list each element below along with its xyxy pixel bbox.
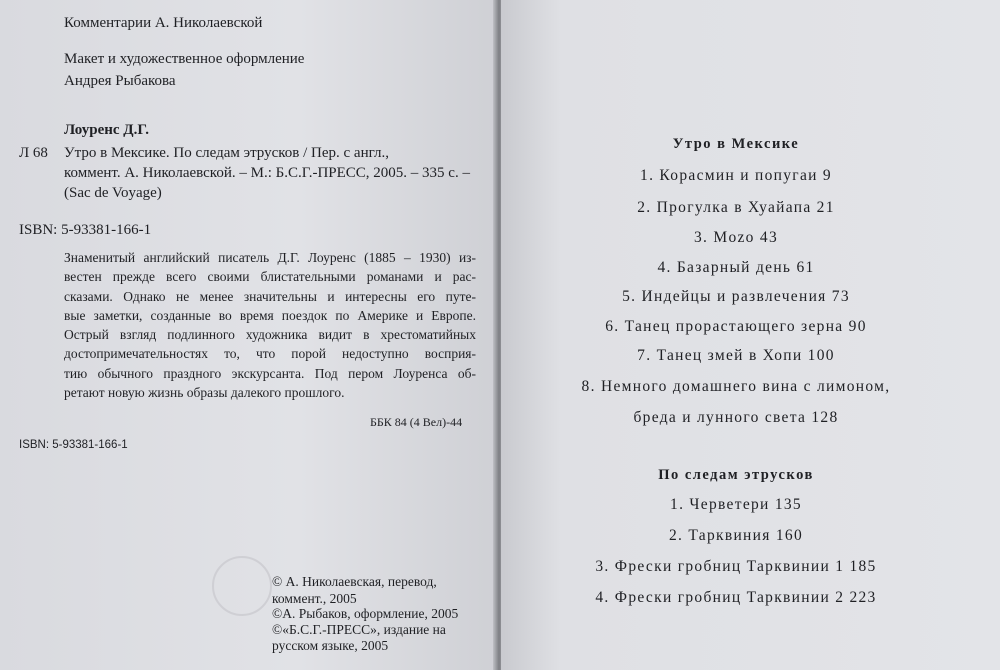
section1-title: Утро в Мексике bbox=[672, 136, 800, 152]
section2-title: По следам этрусков bbox=[658, 467, 814, 483]
toc-item: 3. Mozo 43 bbox=[693, 229, 779, 246]
copyright-line-1: © А. Николаевская, перевод, bbox=[272, 574, 437, 589]
toc-item: 4. Базарный день 61 bbox=[657, 259, 815, 276]
toc-item: 7. Танец змей в Хопи 100 bbox=[637, 347, 835, 364]
copyright-line-2: коммент., 2005 bbox=[272, 591, 357, 606]
isbn-small: ISBN: 5-93381-166-1 bbox=[19, 439, 128, 451]
annotation-line: ретают новую жизнь образы далекого прошлого. bbox=[64, 385, 345, 401]
bibliographic-line-2: коммент. А. Николаевской. – М.: Б.С.Г.-ПРЕСС, 2005. – 335 с. – bbox=[64, 165, 470, 181]
copyright-line-3: ©А. Рыбаков, оформление, 2005 bbox=[272, 606, 459, 621]
annotation-line: Острый взгляд подлинного художника видит в хрестоматийных bbox=[64, 327, 476, 343]
copyright-line-5: русском языке, 2005 bbox=[272, 638, 389, 653]
left-page bbox=[0, 0, 497, 670]
annotation-paragraph bbox=[64, 248, 476, 402]
toc-item: 2. Тарквиния 160 bbox=[669, 527, 803, 544]
bibliographic-line-3: (Sac de Voyage) bbox=[64, 185, 162, 201]
right-page bbox=[501, 0, 1000, 670]
annotation-line: вые заметки, созданные во время поездок по Америке и Европе. bbox=[64, 307, 476, 323]
toc-item: 1. Черветери 135 bbox=[670, 496, 802, 513]
bibliographic-line-1: Утро в Мексике. По следам этрусков / Пер. с англ., bbox=[64, 145, 389, 161]
annotation-line: вестен прежде всего своими блистательными романами и рас- bbox=[64, 269, 476, 285]
design-credit-line1: Макет и художественное оформление bbox=[64, 51, 305, 67]
toc-item-continuation: бреда и лунного света 128 bbox=[633, 409, 839, 426]
isbn-main: ISBN: 5-93381-166-1 bbox=[19, 222, 152, 238]
annotation-line: Знаменитый английский писатель Д.Г. Лоуренс (1885 – 1930) из- bbox=[64, 250, 476, 265]
design-credit-line2: Андрея Рыбакова bbox=[64, 73, 176, 89]
comments-credit: Комментарии А. Николаевской bbox=[64, 15, 263, 31]
catalog-code: Л 68 bbox=[19, 145, 48, 161]
toc-item: 3. Фрески гробниц Тарквинии 1 185 bbox=[595, 558, 877, 575]
toc-item: 5. Индейцы и развлечения 73 bbox=[622, 288, 850, 305]
toc-item: 6. Танец прорастающего зерна 90 bbox=[605, 318, 867, 335]
copyright-line-4: ©«Б.С.Г.-ПРЕСС», издание на bbox=[272, 622, 446, 637]
bbk-code: ББК 84 (4 Вел)-44 bbox=[370, 415, 463, 429]
toc-item: 4. Фрески гробниц Тарквинии 2 223 bbox=[595, 589, 877, 606]
toc-item: 8. Немного домашнего вина с лимоном, bbox=[581, 378, 891, 395]
annotation-line: сказами. Однако не менее значительны и интересны его путе- bbox=[64, 288, 476, 304]
toc-item: 1. Корасмин и попугаи 9 bbox=[640, 167, 832, 184]
author-heading: Лоуренс Д.Г. bbox=[64, 122, 149, 138]
toc-item: 2. Прогулка в Хуайапа 21 bbox=[637, 199, 835, 216]
annotation-line: тию обычного праздного экскурсанта. Под пером Лоуренса об- bbox=[64, 365, 476, 381]
annotation-line: достопримечательностях то, что порой недоступно восприя- bbox=[64, 346, 476, 362]
publisher-seal-icon bbox=[212, 556, 272, 616]
